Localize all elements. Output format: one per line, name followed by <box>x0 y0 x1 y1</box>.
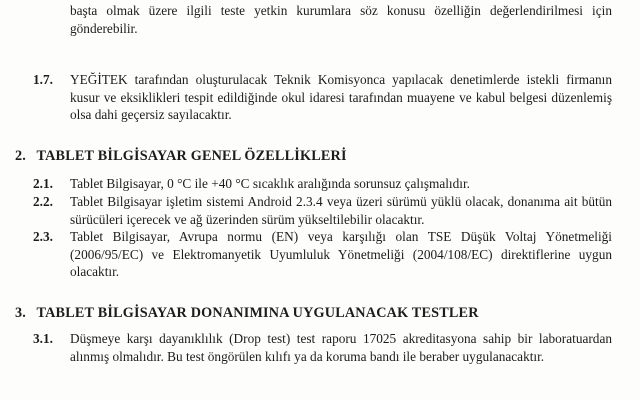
item-text: Tablet Bilgisayar, Avrupa normu (EN) veya karşılığı olan TSE Düşük Voltaj Yönetmeliği (2006/95/EC) ve Elektromanyetik Uyumluluk Yönetmeliği (2004/108/EC) direktiflerine uygun olacaktır. <box>70 229 612 279</box>
continuation-paragraph: başta olmak üzere ilgili teste yetkin kurumlara söz konusu özelliğin değerlendirilmesi için gönderebilir. <box>70 3 612 36</box>
item-text: Düşmeye karşı dayanıklılık (Drop test) test raporu 17025 akreditasyona sahip bir laboratuardan alınmış olmalıdır. Bu test öngörülen kılıfı ya da koruma bandı ile beraber uygulanacaktır. <box>70 331 612 364</box>
section-title: TABLET BİLGİSAYAR GENEL ÖZELLİKLERİ <box>36 148 347 164</box>
item-text: Tablet Bilgisayar, 0 °C ile +40 °C sıcaklık aralığında sorunsuz çalışmalıdır. <box>70 176 470 191</box>
item-number: 1.7. <box>33 72 53 87</box>
section-3-heading <box>15 305 479 323</box>
item-number: 3.1. <box>33 331 53 346</box>
item-number: 2.2. <box>33 194 53 209</box>
section-title: TABLET BİLGİSAYAR DONANIMINA UYGULANACAK TESTLER <box>36 305 479 321</box>
section-number: 3. <box>15 305 27 321</box>
item-text: YEĞİTEK tarafından oluşturulacak Teknik Komisyonca yapılacak denetimlerde istekli firmanın kusur ve eksiklikleri tespit edildiğinde okul idaresi tarafından muayene ve kabul belgesi düzenlemiş olsa dahi geçersiz sayılacaktır. <box>70 72 612 122</box>
item-number: 2.1. <box>33 176 53 191</box>
section-2-heading <box>15 148 347 166</box>
section-number: 2. <box>15 148 27 164</box>
item-number: 2.3. <box>33 229 53 244</box>
item-text: Tablet Bilgisayar işletim sistemi Android 2.3.4 veya üzeri sürümü yüklü olacak, donanıma ait bütün sürücüleri içerecek ve ağ üzerinden sürüm yükseltilebilir olacaktır. <box>70 194 612 227</box>
